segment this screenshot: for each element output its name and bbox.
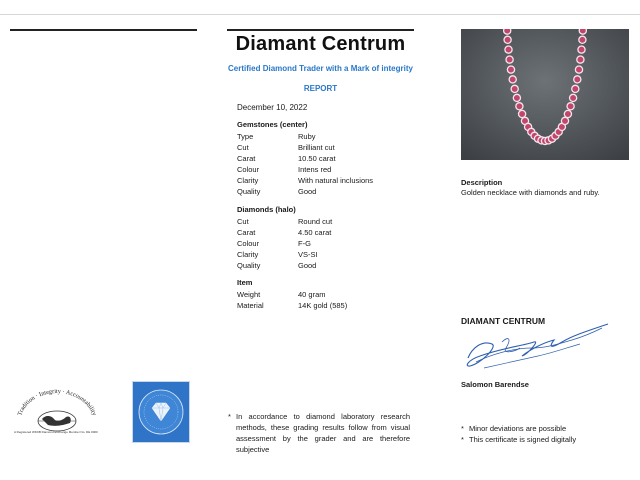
note-marker: *	[461, 435, 464, 444]
gemstones-section	[237, 120, 418, 197]
note-text: This certificate is signed digitally	[469, 435, 577, 444]
signatory-name: Salomon Barendse	[461, 380, 529, 389]
header-rule	[227, 29, 414, 31]
tagline: Certified Diamond Trader with a Mark of integrity	[228, 64, 413, 73]
report-date: December 10, 2022	[237, 103, 308, 112]
spec-value: F-G	[298, 239, 311, 248]
necklace-bead	[572, 85, 579, 92]
report-label: REPORT	[303, 84, 338, 93]
spec-label: Material	[237, 301, 264, 310]
spec-row	[237, 238, 418, 249]
spec-label: Cut	[237, 143, 249, 152]
note-item	[461, 434, 576, 445]
necklace-bead	[505, 46, 512, 53]
spec-value: Good	[298, 187, 317, 196]
spec-value: With natural inclusions	[298, 176, 374, 185]
seal-ring-text: Tradition · Integrity · Accountability	[16, 387, 98, 417]
necklace-bead	[567, 103, 574, 110]
brand-title: Diamant Centrum	[235, 33, 406, 55]
necklace-bead	[504, 29, 511, 34]
necklace-bead	[511, 85, 518, 92]
necklace-photo	[461, 29, 629, 160]
note-item	[461, 423, 576, 434]
necklace-bead	[519, 110, 526, 117]
necklace-bead	[578, 46, 585, 53]
spec-label: Clarity	[237, 250, 259, 259]
spec-value: Brilliant cut	[298, 143, 335, 152]
item-heading: Item	[237, 278, 253, 287]
spec-label: Clarity	[237, 176, 259, 185]
spec-label: Weight	[237, 290, 261, 299]
necklace-bead	[509, 76, 516, 83]
spec-row	[237, 260, 418, 271]
necklace-image	[461, 29, 629, 160]
spec-row	[237, 142, 418, 153]
spec-label: Colour	[237, 239, 260, 248]
necklace-bead	[516, 103, 523, 110]
spec-value: Ruby	[298, 132, 316, 141]
spec-label: Type	[237, 132, 254, 141]
diamonds-heading: Diamonds (halo)	[237, 205, 296, 214]
certificate-notes	[461, 423, 576, 445]
spec-value: VS-SI	[298, 250, 318, 259]
necklace-bead	[577, 56, 584, 63]
footnote-text: In accordance to diamond laboratory research methods, these grading results follow from visual assessment by the grader and are therefore subjective	[236, 412, 410, 454]
necklace-bead	[574, 76, 581, 83]
spec-value: Round cut	[298, 217, 333, 226]
description-text: Golden necklace with diamonds and ruby.	[461, 188, 600, 197]
grading-footnote	[228, 411, 410, 455]
necklace-bead	[579, 36, 586, 43]
spec-label: Cut	[237, 217, 249, 226]
top-divider	[0, 14, 640, 15]
necklace-bead	[513, 94, 520, 101]
spec-label: Colour	[237, 165, 260, 174]
spec-row	[237, 216, 418, 227]
spec-label: Carat	[237, 228, 256, 237]
necklace-bead	[579, 29, 586, 34]
description-heading: Description	[461, 178, 503, 187]
certification-badge	[132, 381, 190, 443]
spec-value: 14K gold (585)	[298, 301, 348, 310]
gemstones-heading: Gemstones (center)	[237, 120, 308, 129]
spec-value: 4.50 carat	[298, 228, 332, 237]
diamond-badge-icon	[133, 382, 189, 442]
seal-caption: A Registered WFDB Diamond Exchange Member No. DE 0000	[14, 430, 98, 434]
necklace-bead	[575, 66, 582, 73]
footnote-marker: *	[228, 412, 231, 421]
spec-row	[237, 175, 418, 186]
item-section	[237, 278, 418, 311]
spec-row	[237, 131, 418, 142]
handwritten-signature	[462, 318, 612, 376]
left-rule	[10, 29, 197, 31]
spec-row	[237, 249, 418, 260]
spec-value: 40 gram	[298, 290, 326, 299]
spec-row	[237, 289, 418, 300]
spec-label: Quality	[237, 261, 261, 270]
spec-label: Carat	[237, 154, 256, 163]
necklace-bead	[570, 94, 577, 101]
spec-value: 10.50 carat	[298, 154, 336, 163]
spec-value: Intens red	[298, 165, 332, 174]
spec-row	[237, 186, 418, 197]
signature-brand: DIAMANT CENTRUM	[461, 316, 546, 326]
note-text: Minor deviations are possible	[469, 424, 567, 433]
spec-row	[237, 153, 418, 164]
necklace-bead	[561, 117, 568, 124]
necklace-bead	[507, 66, 514, 73]
spec-row	[237, 227, 418, 238]
necklace-bead	[506, 56, 513, 63]
necklace-bead	[504, 36, 511, 43]
spec-row	[237, 300, 418, 311]
spec-label: Quality	[237, 187, 261, 196]
spec-value: Good	[298, 261, 317, 270]
diamonds-section	[237, 205, 418, 271]
necklace-bead	[564, 110, 571, 117]
note-marker: *	[461, 424, 464, 433]
svg-text:Tradition · Integrity · Accoun	[16, 388, 98, 418]
spec-row	[237, 164, 418, 175]
